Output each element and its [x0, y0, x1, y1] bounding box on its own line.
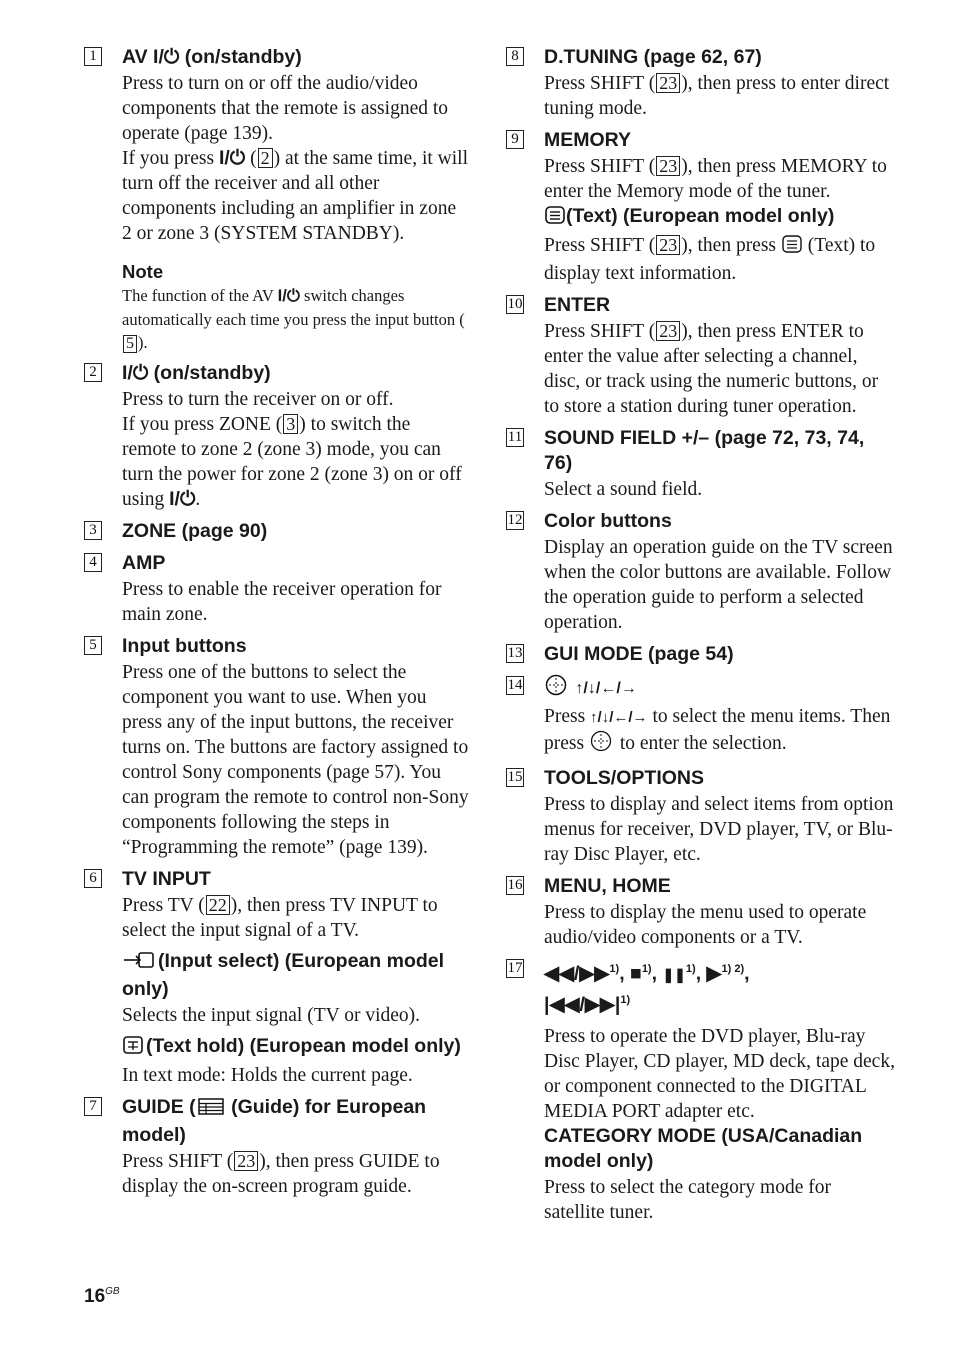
item-body: Press ↑/↓/←/→ to select the menu items. Then press to enter the selection.	[544, 704, 896, 759]
item-body: Press SHIFT ( 23 ), then press GUIDE to display the on-screen program guide.	[122, 1151, 440, 1197]
item-number: 2	[84, 363, 102, 382]
item-16	[506, 873, 896, 950]
note-body: The function of the AV I/⏻ switch changes automatically each time you press the input button (5 ).	[122, 286, 465, 352]
power-symbol: I/⏻	[277, 287, 300, 305]
item-12	[506, 508, 896, 635]
input-select-icon	[122, 950, 158, 977]
item-number: 14	[507, 677, 523, 693]
pause-icon: ❚❚	[662, 966, 686, 983]
item-body: Select a sound field.	[544, 479, 703, 500]
subheading-text: (Text) (European model only)	[544, 204, 896, 232]
item-8	[506, 44, 896, 121]
power-symbol: I/⏻	[169, 488, 196, 510]
subheading-category-mode: CATEGORY MODE (USA/Canadian model only)	[544, 1125, 863, 1172]
item-3	[84, 518, 469, 544]
item-heading: ENTER	[544, 294, 611, 316]
item-17	[506, 956, 896, 1225]
item-11	[506, 425, 896, 502]
text-icon	[781, 234, 803, 261]
item-body: Press to turn on or off the audio/video components that the remote is assigned to operate (page 139). If you press I/⏻ ( 2 ) at the same time, it will turn off the receiver and all other components including an amplifier in zone 2 or zone 3 (SYSTEM STANDBY).	[122, 73, 469, 244]
sub-body: Press SHIFT ( 23 ), then press (Text) to display text information.	[544, 235, 876, 284]
item-number: 7	[84, 1097, 102, 1116]
item-number: 3	[84, 521, 102, 540]
item-heading: TV INPUT	[122, 868, 211, 890]
item-4	[84, 550, 469, 627]
item-1	[84, 44, 469, 354]
item-body: Press to operate the DVD player, Blu-ray Disc Player, CD player, MD deck, tape deck, or component connected to the DIGITAL MEDIA PORT adapter etc.	[544, 1026, 895, 1122]
item-body: Press to enable the receiver operation for main zone.	[122, 579, 442, 625]
sub-body: In text mode: Holds the current page.	[122, 1065, 413, 1086]
item-heading: TOOLS/OPTIONS	[544, 767, 704, 789]
item-heading: Input buttons	[122, 635, 247, 657]
item-heading: I/⏻ (on/standby)	[122, 362, 271, 384]
item-heading	[544, 673, 896, 703]
item-number: 15	[507, 769, 523, 785]
callout-box: 2	[258, 148, 273, 168]
item-body: Press TV ( 22 ), then press TV INPUT to select the input signal of a TV.	[122, 895, 438, 941]
item-14	[506, 673, 896, 759]
enter-button-icon	[544, 674, 570, 703]
play-icon: ▶	[706, 962, 722, 985]
item-body: Press to display the menu used to operate audio/video components or a TV.	[544, 902, 867, 948]
item-number: 5	[84, 636, 102, 655]
item-2	[84, 360, 469, 512]
item-number: 11	[507, 429, 523, 445]
item-heading: ZONE (page 90)	[122, 520, 268, 542]
item-heading: ◀◀/▶▶$^{1)}$, ■$^{1)}$, ❚❚$^{1)}$, ▶$^{1) 2)}$, $|◀◀/▶▶|^{1)}$	[544, 962, 750, 1015]
callout-box: 23	[656, 73, 680, 93]
item-heading: MENU, HOME	[544, 875, 671, 897]
enter-button-icon	[589, 730, 615, 759]
item-heading: AV I/⏻ (on/standby)	[122, 46, 302, 68]
item-body: Press one of the buttons to select the component you want to use. When you press any of the input buttons, the receiver turns on. The buttons are factory assigned to control Sony components (page 57). You can program the remote to control non-Sony components following the steps in “Programming the remote” (page 139).	[122, 662, 469, 858]
item-body: Press SHIFT ( 23 ), then press ENTER to enter the value after selecting a channel, disc, or track using the numeric buttons, or to store a station during tuner operation.	[544, 321, 879, 417]
item-number: 1	[84, 47, 102, 66]
item-heading: GUIDE ( (Guide) for European model)	[122, 1096, 427, 1146]
item-number: 10	[507, 296, 523, 312]
item-body: Display an operation guide on the TV screen when the color buttons are available. Follow the operation guide to perform a selected operation.	[544, 537, 893, 633]
arrow-buttons: ↑/↓/←/→	[590, 709, 648, 726]
item-body: Press SHIFT ( 23 ), then press to enter direct tuning mode.	[544, 73, 890, 119]
text-hold-icon	[122, 1035, 146, 1062]
item-heading: Color buttons	[544, 510, 672, 532]
note-heading: Note	[122, 261, 164, 282]
item-13	[506, 641, 896, 667]
subheading-input-select: (Input select) (European model only)	[122, 950, 445, 1000]
item-number: 17	[507, 960, 523, 976]
item-body: Press to display and select items from option menus for receiver, DVD player, TV, or Blu-ray Disc Player, etc.	[544, 794, 894, 865]
text-icon	[544, 205, 566, 232]
item-6	[84, 866, 469, 1088]
callout-box: 5	[123, 335, 137, 353]
callout-box: 23	[656, 235, 680, 255]
sub-body: Press to select the category mode for satellite tuner.	[544, 1177, 831, 1223]
callout-box: 23	[656, 156, 680, 176]
item-number: 16	[507, 877, 523, 893]
item-10	[506, 292, 896, 419]
item-heading: D.TUNING (page 62, 67)	[544, 46, 762, 68]
right-column	[506, 44, 896, 1225]
item-body: Press to turn the receiver on or off. If you press ZONE ( 3 ) to switch the remote to zone 2 (zone 3) mode, you can turn the power for zone 2 (zone 3) on or off using I/⏻.	[122, 389, 462, 510]
item-number: 8	[506, 47, 524, 66]
callout-box: 22	[206, 895, 230, 915]
item-number: 12	[507, 512, 523, 528]
guide-icon	[196, 1096, 226, 1123]
item-heading: GUI MODE (page 54)	[544, 643, 734, 665]
item-number: 4	[84, 553, 102, 572]
callout-box: 23	[234, 1151, 258, 1171]
item-15	[506, 765, 896, 867]
callout-box: 23	[656, 321, 680, 341]
callout-box: 3	[283, 414, 298, 434]
item-number: 9	[506, 130, 524, 149]
item-9	[506, 127, 896, 286]
previous-next-icon: |◀◀/▶▶|	[544, 993, 621, 1015]
arrow-buttons: ↑/↓/←/→	[575, 680, 637, 697]
power-symbol: I/⏻	[218, 147, 246, 169]
item-7	[84, 1094, 469, 1199]
rewind-forward-icon: ◀◀/▶▶	[544, 962, 610, 985]
item-number: 13	[507, 645, 523, 661]
sub-body: Selects the input signal (TV or video).	[122, 1005, 421, 1026]
item-5	[84, 633, 469, 860]
stop-icon: ■	[630, 962, 642, 985]
page-number: $16^{GB}$	[84, 1286, 120, 1307]
subheading-text-hold: (Text hold) (European model only)	[122, 1034, 469, 1062]
item-heading: AMP	[122, 552, 166, 574]
left-column	[84, 44, 469, 1199]
item-number: 6	[84, 869, 102, 888]
item-heading: MEMORY	[544, 129, 632, 151]
item-body: Press SHIFT ( 23 ), then press MEMORY to enter the Memory mode of the tuner.	[544, 156, 887, 202]
item-heading: SOUND FIELD +/– (page 72, 73, 74, 76)	[544, 427, 865, 474]
